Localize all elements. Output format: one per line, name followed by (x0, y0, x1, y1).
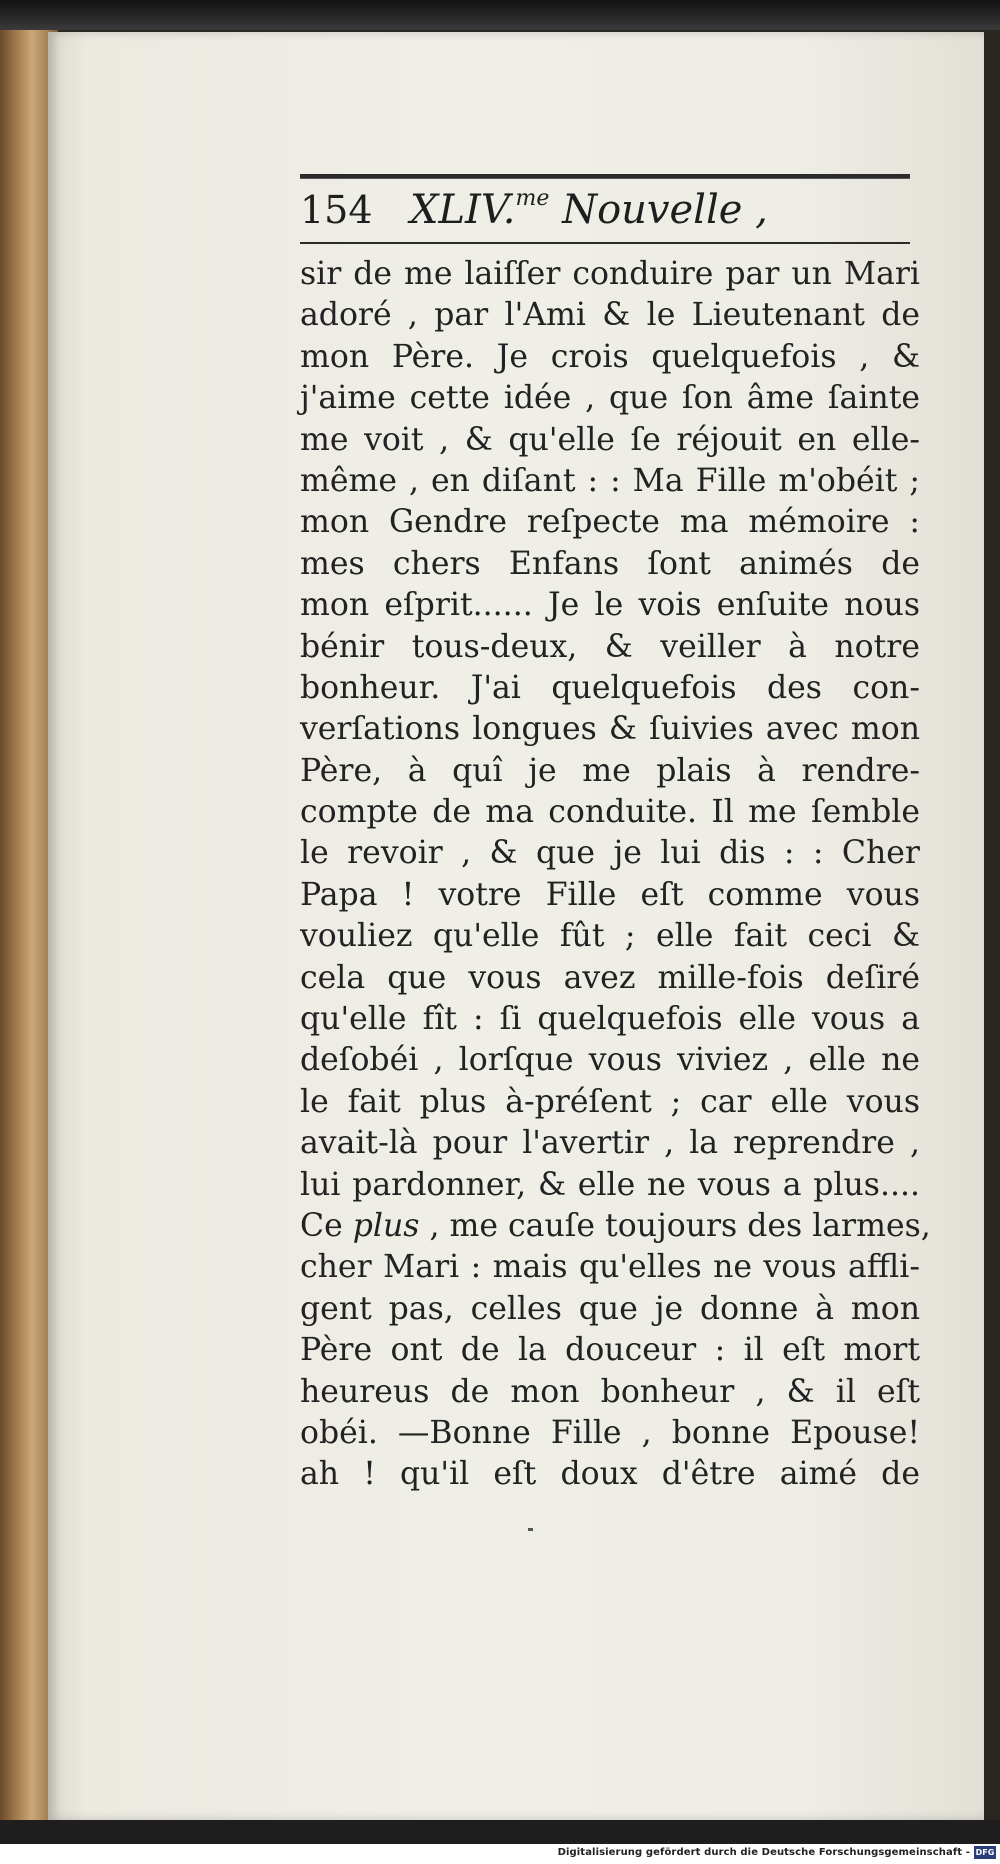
text-line: mon eſprit...... Je le vois enſuite nous (300, 587, 920, 624)
running-head-superscript: me (515, 186, 550, 211)
text-line: même , en diſant : : Ma Fille m'obéit ; (300, 462, 920, 499)
text-line: adoré , par l'Ami & le Lieutenant de (300, 297, 920, 334)
text-line: avait-là pour l'avertir , la reprendre , (300, 1125, 920, 1162)
text-line: qu'elle fît : ſi quelquefois elle vous a (300, 1001, 920, 1038)
text-line: ah ! qu'il eſt doux d'être aimé de (300, 1456, 920, 1493)
text-line: bonheur. J'ai quelquefois des con- (300, 669, 920, 706)
text-line: gent pas, celles que je donne à mon (300, 1290, 920, 1327)
text-line: cher Mari : mais qu'elles ne vous affli- (300, 1249, 920, 1286)
text-line: verſations longues & ſuivies avec mon (300, 711, 920, 748)
text-line: Père, à quî je me plais à rendre- (300, 752, 920, 789)
header-rule-bottom (300, 242, 910, 244)
scan-top-border (0, 0, 1000, 30)
text-line: obéi. —Bonne Fille , bonne Epouse! (300, 1414, 920, 1451)
dfg-logo: DFG (975, 1848, 995, 1857)
page-header (300, 178, 910, 240)
text-line: le revoir , & que je lui dis : : Cher (300, 835, 920, 872)
body-text (300, 254, 931, 1496)
text-line: Père ont de la douceur : il eſt mort (300, 1332, 920, 1369)
running-head (410, 186, 768, 233)
scan-bottom-border (0, 1820, 1000, 1844)
text-line: sir de me laiſſer conduire par un Mari (300, 256, 920, 292)
digitization-credit: Digitalisierung gefördert durch die Deutsche Forschungsgemeinschaft - (557, 1847, 970, 1858)
running-head-rest: Nouvelle , (562, 187, 768, 233)
text-line: le fait plus à-préſent ; car elle vous (300, 1083, 920, 1120)
text-line: bénir tous-deux, & veiller à notre (300, 628, 920, 665)
text-line: deſobéi , lorſque vous viviez , elle ne (300, 1042, 920, 1079)
signature-mark (528, 1528, 533, 1531)
text-line: compte de ma conduite. Il me ſemble (300, 794, 920, 831)
page-number: 154 (300, 188, 373, 232)
text-line: Ce plus , me cauſe toujours des larmes, (300, 1207, 931, 1244)
text-line: mon Père. Je crois quelquefois , & (300, 338, 920, 375)
text-line: heureus de mon bonheur , & il eſt (300, 1373, 920, 1410)
text-line: j'aime cette idée , que ſon âme ſainte (300, 380, 920, 417)
text-line: cela que vous avez mille-fois deſiré (300, 959, 920, 996)
text-line: me voit , & qu'elle ſe réjouit en elle- (300, 421, 920, 458)
text-line: mes chers Enfans ſont animés de (300, 545, 920, 582)
text-line: mon Gendre reſpecte ma mémoire : (300, 504, 920, 541)
text-line: lui pardonner, & elle ne vous a plus.... (300, 1166, 920, 1203)
running-head-main: XLIV. (410, 187, 516, 233)
text-line: Papa ! votre Fille eſt comme vous (300, 876, 920, 913)
text-line: vouliez qu'elle fût ; elle fait ceci & (300, 918, 920, 955)
